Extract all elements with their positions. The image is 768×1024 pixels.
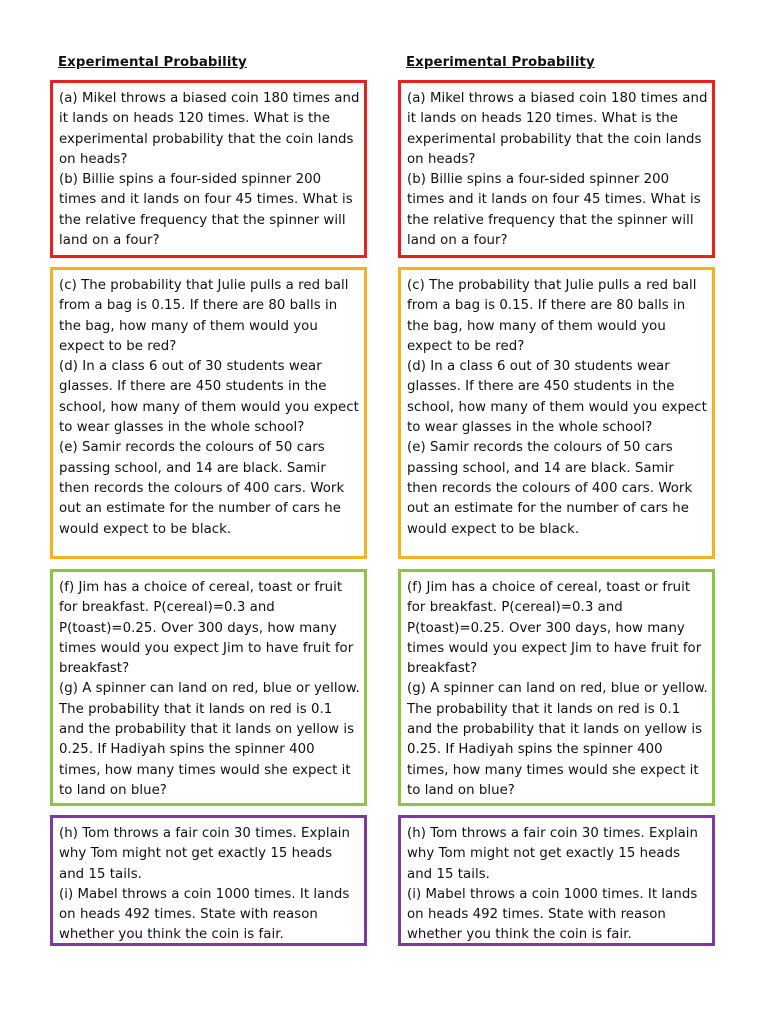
question-card-red-left (50, 80, 367, 258)
question-i: (i) Mabel throws a coin 1000 times. It lands on heads 492 times. State with reason whether you think the coin is fair. (59, 886, 350, 943)
question-a: (a) Mikel throws a biased coin 180 times and it lands on heads 120 times. What is the experimental probability that the coin lands on heads? (59, 91, 360, 167)
question-h: (h) Tom throws a fair coin 30 times. Explain why Tom might not get exactly 15 heads and 15 tails. (59, 826, 351, 882)
question-card-orange-right (398, 267, 715, 559)
question-card-orange-left (50, 267, 367, 559)
question-g: (g) A spinner can land on red, blue or yellow. The probability that it lands on red is 0.1 and the probability that it lands on yellow is 0.25. If Hadiyah spins the spinner 400 times, how many times would she expect it to land on blue? (407, 681, 708, 798)
question-d: (d) In a class 6 out of 30 students wear glasses. If there are 450 students in the school, how many of them would you expect to wear glasses in the whole school? (59, 359, 359, 436)
question-e: (e) Samir records the colours of 50 cars passing school, and 14 are black. Samir then records the colours of 400 cars. Work out an estimate for the number of cars he would expect to be black. (59, 440, 345, 537)
question-b: (b) Billie spins a four-sided spinner 200 times and it lands on four 45 times. What is the relative frequency that the spinner will land on a four? (59, 172, 353, 249)
question-a: (a) Mikel throws a biased coin 180 times and it lands on heads 120 times. What is the experimental probability that the coin lands on heads? (407, 91, 708, 167)
question-h: (h) Tom throws a fair coin 30 times. Explain why Tom might not get exactly 15 heads and 15 tails. (407, 826, 699, 882)
question-card-green-left (50, 569, 367, 806)
question-card-green-right (398, 569, 715, 806)
question-card-purple-left (50, 815, 367, 946)
question-f: (f) Jim has a choice of cereal, toast or fruit for breakfast. P(cereal)=0.3 and P(toast)=0.25. Over 300 days, how many times would you expect Jim to have fruit for breakfast? (407, 580, 702, 677)
page-title-right: Experimental Probability (406, 55, 595, 70)
question-e: (e) Samir records the colours of 50 cars passing school, and 14 are black. Samir then records the colours of 400 cars. Work out an estimate for the number of cars he would expect to be black. (407, 440, 693, 537)
page-title-left: Experimental Probability (58, 55, 247, 70)
question-c: (c) The probability that Julie pulls a red ball from a bag is 0.15. If there are 80 balls in the bag, how many of them would you expect to be red? (59, 278, 349, 354)
question-g: (g) A spinner can land on red, blue or yellow. The probability that it lands on red is 0.1 and the probability that it lands on yellow is 0.25. If Hadiyah spins the spinner 400 times, how many times would she expect it to land on blue? (59, 681, 360, 798)
question-card-red-right (398, 80, 715, 258)
question-d: (d) In a class 6 out of 30 students wear glasses. If there are 450 students in the school, how many of them would you expect to wear glasses in the whole school? (407, 359, 707, 436)
question-c: (c) The probability that Julie pulls a red ball from a bag is 0.15. If there are 80 balls in the bag, how many of them would you expect to be red? (407, 278, 697, 354)
question-b: (b) Billie spins a four-sided spinner 200 times and it lands on four 45 times. What is the relative frequency that the spinner will land on a four? (407, 172, 701, 249)
question-f: (f) Jim has a choice of cereal, toast or fruit for breakfast. P(cereal)=0.3 and P(toast)=0.25. Over 300 days, how many times would you expect Jim to have fruit for breakfast? (59, 580, 354, 677)
question-card-purple-right (398, 815, 715, 946)
question-i: (i) Mabel throws a coin 1000 times. It lands on heads 492 times. State with reason whether you think the coin is fair. (407, 886, 698, 943)
